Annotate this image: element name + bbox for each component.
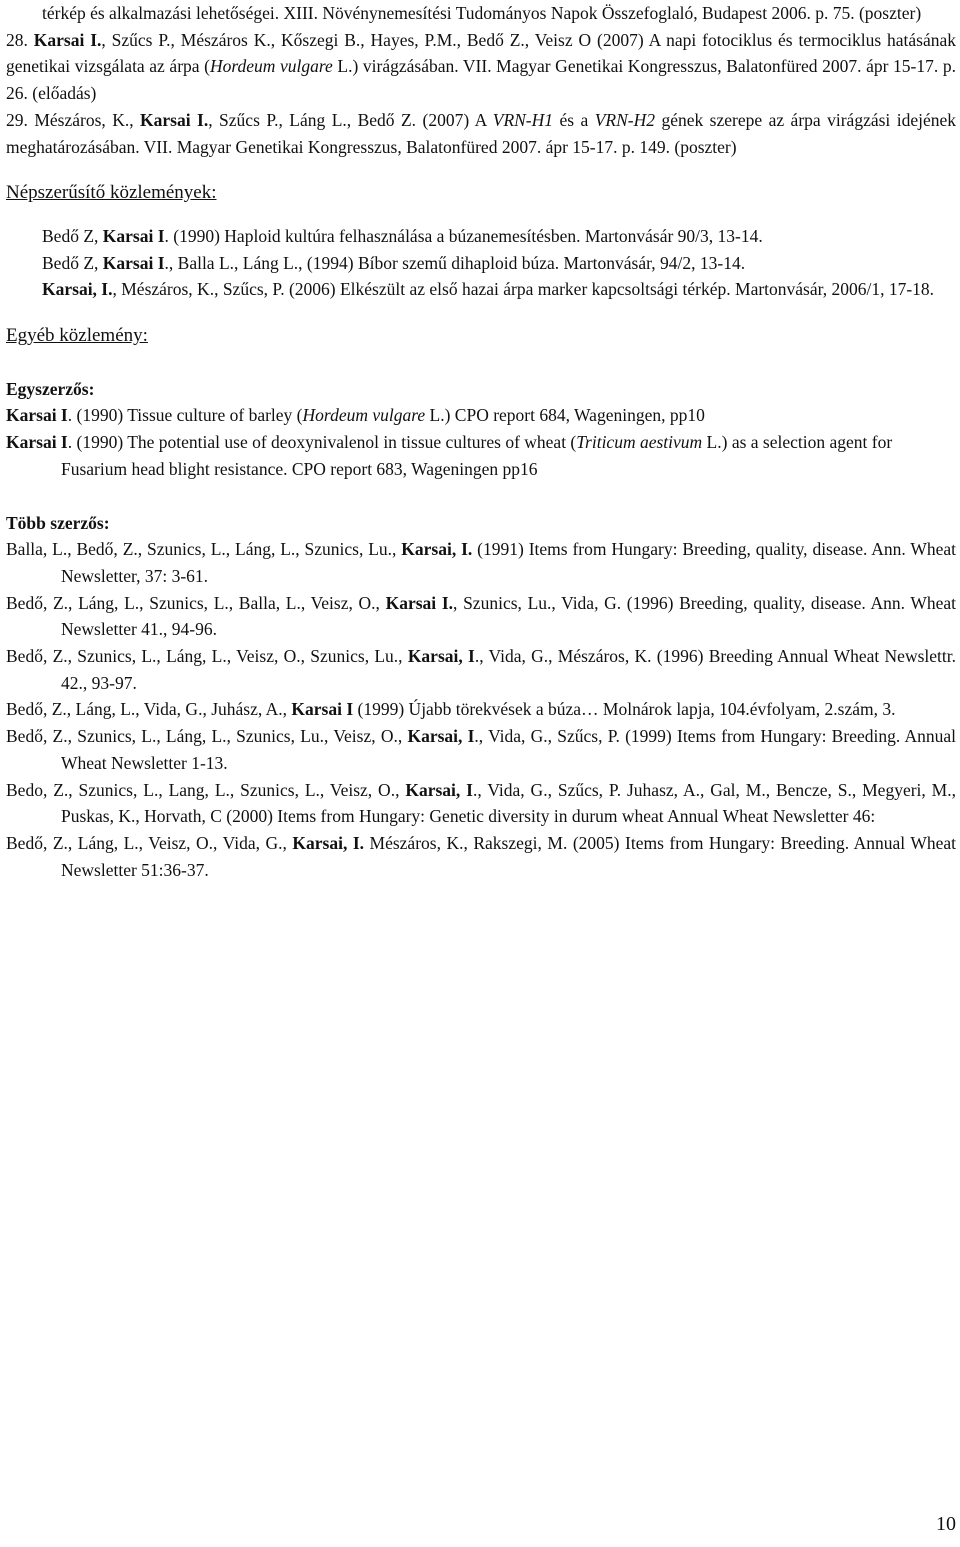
text-span: Bedo, Z., Szunics, L., Lang, L., Szunics, L., Veisz, O., bbox=[6, 779, 406, 800]
text-span: ., Vida, G., Szűcs, P. (1999) Items from Hungary: Breeding. Annual Wheat Newsletter 1-13. bbox=[61, 726, 956, 773]
author-highlight: Karsai, I bbox=[405, 779, 473, 800]
italic-text: Hordeum vulgare bbox=[209, 56, 333, 77]
popular-entry bbox=[6, 223, 956, 250]
single-author-heading: Egyszerzős: bbox=[6, 378, 95, 399]
text-span: Bedő, Z., Láng, L., Veisz, O., Vida, G., bbox=[6, 832, 293, 853]
text-span: . (1990) Tissue culture of barley ( bbox=[67, 405, 303, 426]
popular-heading: Népszerűsítő közlemények: bbox=[6, 182, 217, 204]
text-span: Balla, L., Bedő, Z., Szunics, L., Láng, L., Szunics, Lu., bbox=[6, 539, 402, 560]
text-span: . (1990) Haploid kultúra felhasználása a búzanemesítésben. Martonvásár 90/3, 13-14. bbox=[164, 225, 763, 246]
italic-text: VRN-H1 bbox=[492, 109, 554, 130]
italic-text: VRN-H2 bbox=[594, 109, 655, 130]
text-span: Bedő, Z., Láng, L., Vida, G., Juhász, A., bbox=[6, 699, 292, 720]
author-highlight: Karsai I. bbox=[385, 592, 454, 613]
multi-author-list bbox=[6, 536, 956, 883]
text-span: L.) virágzásában. VII. Magyar Genetikai Kongresszus, Balatonfüred 2007. ápr 15-17. p. 26. (előadás) bbox=[6, 56, 956, 104]
text-span: Bedő, Z., Láng, L., Szunics, L., Balla, L., Veisz, O., bbox=[6, 592, 386, 613]
multi-author-heading: Több szerzős: bbox=[6, 512, 110, 533]
author-highlight: Karsai, I. bbox=[401, 539, 473, 560]
text-span: , Szunics, Lu., Vida, G. (1996) Breeding, quality, disease. Ann. Wheat Newsletter 41., 94-96. bbox=[61, 592, 956, 640]
page-number: 10 bbox=[936, 1513, 956, 1535]
text-span: , Mészáros, K., Szűcs, P. (2006) Elkészült az első hazai árpa marker kapcsoltsági térkép. Martonvásár, 2006/1, 17-18. bbox=[112, 279, 935, 300]
text-span: . (1990) The potential use of deoxynivalenol in tissue cultures of wheat ( bbox=[67, 432, 577, 453]
author-highlight: Karsai, I bbox=[407, 726, 475, 747]
conference-entry bbox=[6, 107, 956, 160]
italic-text: Triticum aestivum bbox=[576, 432, 703, 453]
text-span: Bedő, Z., Szunics, L., Láng, L., Veisz, O., Szunics, Lu., bbox=[6, 646, 408, 667]
multi-author-entry bbox=[6, 643, 956, 696]
multi-author-entry bbox=[6, 830, 956, 883]
text-span: Bedő Z, bbox=[42, 252, 103, 273]
single-author-entry bbox=[6, 402, 956, 429]
popular-entry bbox=[6, 276, 956, 303]
text-span: , Szűcs P., Mészáros K., Kőszegi B., Hayes, P.M., Bedő Z., Veisz O (2007) A napi fotociklus és termociklus hatásának genetikai vizsgálata az árpa ( bbox=[6, 29, 956, 77]
single-author-entry bbox=[6, 429, 956, 482]
conference-list bbox=[6, 0, 956, 160]
author-highlight: Karsai I bbox=[102, 252, 165, 273]
multi-author-entry bbox=[6, 777, 956, 830]
text-span: gének szerepe az árpa virágzási idejének meghatározásában. VII. Magyar Genetikai Kongresszus, Balatonfüred 2007. ápr 15-17. p. 149. (poszter) bbox=[6, 109, 956, 157]
conference-entry bbox=[6, 27, 956, 107]
author-highlight: Karsai, I. bbox=[42, 279, 113, 300]
text-span: (1991) Items from Hungary: Breeding, quality, disease. Ann. Wheat Newsletter, 37: 3-61. bbox=[61, 539, 956, 586]
multi-author-entry bbox=[6, 536, 956, 589]
author-highlight: Karsai I bbox=[102, 225, 165, 246]
author-highlight: Karsai I. bbox=[140, 109, 209, 130]
author-highlight: Karsai, I bbox=[407, 646, 475, 667]
italic-text: Hordeum vulgare bbox=[302, 405, 426, 426]
conference-entry bbox=[6, 0, 956, 27]
author-highlight: Karsai I bbox=[291, 699, 354, 720]
entry-number: 29. bbox=[6, 109, 35, 130]
text-span: ., Vida, G., Szűcs, P. Juhasz, A., Gal, M., Bencze, S., Megyeri, M., Puskas, K., Horvath, C (2000) Items from Hungary: Genetic diversity in durum wheat Annual Wheat Newsletter 46: bbox=[61, 779, 956, 827]
other-heading: Egyéb közlemény: bbox=[6, 325, 148, 347]
text-span: és a bbox=[553, 109, 595, 130]
multi-author-entry bbox=[6, 696, 956, 723]
text-span: Bedő Z, bbox=[42, 225, 103, 246]
text-span: L.) as a selection agent for Fusarium head blight resistance. CPO report 683, Wageningen pp16 bbox=[61, 432, 893, 479]
text-span: Mészáros, K., Rakszegi, M. (2005) Items from Hungary: Breeding. Annual Wheat Newsletter 51:36-37. bbox=[61, 832, 956, 880]
multi-author-entry bbox=[6, 590, 956, 643]
multi-author-entry bbox=[6, 723, 956, 776]
text-span: ., Balla L., Láng L., (1994) Bíbor szemű dihaploid búza. Martonvásár, 94/2, 13-14. bbox=[164, 252, 746, 273]
author-highlight: Karsai, I. bbox=[292, 832, 365, 853]
single-author-list bbox=[6, 402, 956, 482]
entry-number: 28. bbox=[6, 29, 34, 50]
text-span: ., Vida, G., Mészáros, K. (1996) Breeding Annual Wheat Newslettr. 42., 93-97. bbox=[61, 646, 956, 693]
author-highlight: Karsai I bbox=[6, 432, 68, 453]
text-span: Bedő, Z., Szunics, L., Láng, L., Szunics, Lu., Veisz, O., bbox=[6, 726, 408, 747]
text-span: térkép és alkalmazási lehetőségei. XIII. Növénynemesítési Tudományos Napok Összefoglaló, Budapest 2006. p. 75. (poszter) bbox=[42, 3, 922, 23]
author-highlight: Karsai I bbox=[6, 405, 68, 426]
popular-list bbox=[6, 223, 956, 303]
text-span: (1999) Újabb törekvések a búza… Molnárok lapja, 104.évfolyam, 2.szám, 3. bbox=[353, 699, 896, 720]
text-span: Mészáros, K., bbox=[34, 109, 141, 130]
author-highlight: Karsai I. bbox=[33, 29, 102, 50]
text-span: , Szűcs P., Láng L., Bedő Z. (2007) A bbox=[208, 109, 493, 130]
text-span: L.) CPO report 684, Wageningen, pp10 bbox=[425, 405, 705, 426]
document-page bbox=[6, 0, 956, 883]
popular-entry bbox=[6, 250, 956, 277]
